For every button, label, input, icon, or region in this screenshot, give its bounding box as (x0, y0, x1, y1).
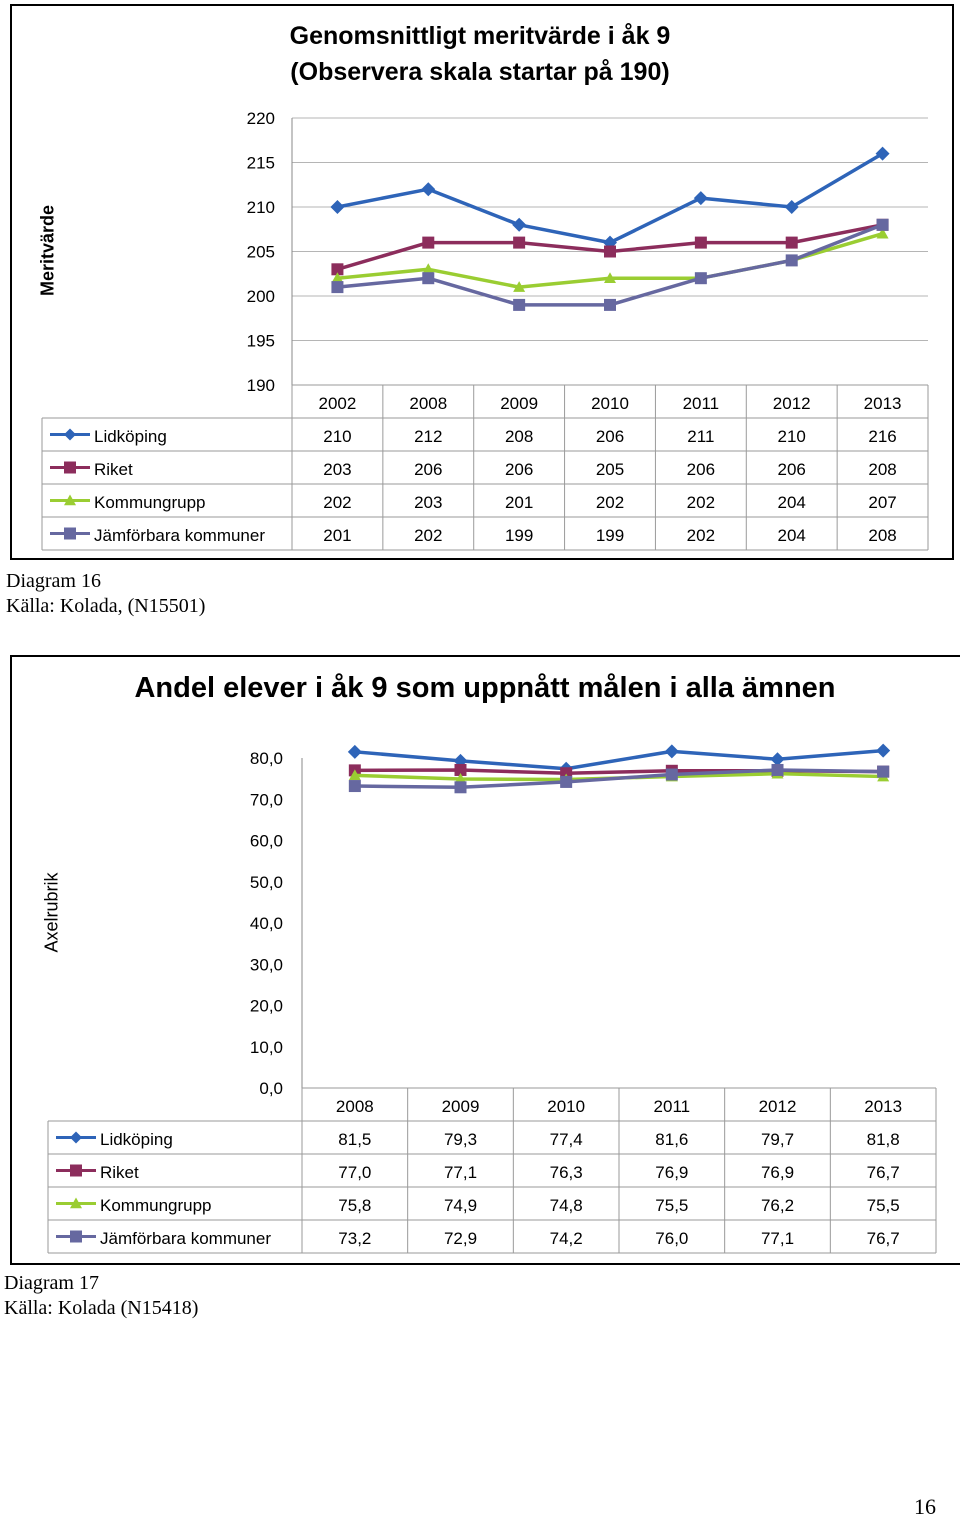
chart2-data-label: 76,2 (760, 1196, 795, 1215)
chart1-data-label: 206 (595, 427, 625, 446)
chart2-x-tick-label: 2011 (653, 1097, 691, 1116)
chart2-legend-label: Riket (100, 1163, 139, 1182)
chart1-x-tick-label: 2002 (318, 394, 357, 413)
chart2-legend-label: Jämförbara kommuner (100, 1229, 272, 1248)
diagram16-source: Källa: Kolada, (N15501) (6, 595, 206, 617)
chart2-x-tick-label: 2012 (758, 1097, 797, 1116)
diagram16-label: Diagram 16 (6, 570, 101, 592)
chart2-y-tick-label: 20,0 (249, 996, 283, 1016)
chart2-point (876, 744, 890, 758)
page-number: 16 (914, 1494, 936, 1519)
chart2-point (560, 776, 572, 788)
chart2-y-axis-label: Axelrubrik (41, 872, 62, 953)
chart1-y-tick-label: 200 (246, 287, 275, 306)
chart2-point (666, 769, 678, 781)
chart1-legend-label: Riket (94, 460, 133, 479)
chart2-data-label: 77,1 (443, 1163, 478, 1182)
chart1-y-tick-label: 190 (246, 376, 275, 395)
chart1-y-axis-label: Meritvärde (37, 204, 58, 297)
chart2-title: Andel elever i åk 9 som uppnått målen i alla ämnen (134, 672, 836, 704)
chart2-legend-label: Kommungrupp (100, 1196, 212, 1215)
chart1-data-label: 202 (595, 493, 625, 512)
chart2-data-label: 75,5 (655, 1196, 689, 1215)
chart2-y-tick-label: 30,0 (249, 955, 283, 975)
chart2-data-label: 79,7 (760, 1130, 795, 1149)
chart2-series-line (355, 751, 883, 769)
chart2-data-label: 76,7 (866, 1229, 900, 1248)
chart2-data-label: 74,9 (443, 1196, 478, 1215)
chart2-x-tick-label: 2008 (335, 1097, 374, 1116)
chart2-data-label: 76,0 (655, 1229, 689, 1248)
chart1-x-tick-label: 2011 (682, 394, 720, 413)
chart2-point (349, 780, 361, 792)
chart1-data-label: 211 (687, 427, 715, 446)
chart1-data-label: 203 (323, 460, 352, 479)
chart2-y-tick-label: 80,0 (249, 749, 283, 768)
chart2-y-tick-label: 0,0 (259, 1079, 283, 1098)
chart1-data-label: 204 (777, 493, 806, 512)
chart1-data-label: 201 (504, 493, 534, 512)
chart1-data-label: 206 (686, 460, 716, 479)
chart2-data-label: 81,8 (866, 1130, 900, 1149)
chart2-data-label: 76,3 (549, 1163, 583, 1182)
chart2-point (348, 745, 362, 759)
chart1-x-tick-label: 2012 (772, 394, 811, 413)
chart2-point (877, 766, 889, 778)
chart1-data-label: 206 (414, 460, 443, 479)
chart1-y-tick-label: 220 (246, 109, 275, 128)
chart1-data-label: 199 (595, 526, 625, 545)
chart1-legend-label: Kommungrupp (94, 493, 206, 512)
chart2-data-label: 81,5 (338, 1130, 372, 1149)
chart1-data-label: 203 (414, 493, 443, 512)
chart1-data-label: 204 (777, 526, 806, 545)
chart1-subtitle: (Observera skala startar på 190) (290, 58, 670, 86)
chart1-data-label: 205 (595, 460, 625, 479)
chart2-legend-marker (70, 1165, 82, 1177)
chart1-title: Genomsnittligt meritvärde i åk 9 (289, 22, 671, 50)
chart1-data-label: 208 (504, 427, 534, 446)
chart2-data-label: 77,1 (760, 1229, 795, 1248)
chart1-data-label: 206 (777, 460, 806, 479)
chart1-legend-label: Lidköping (94, 427, 167, 446)
chart2-data-label: 72,9 (443, 1229, 478, 1248)
chart2-data-label: 77,0 (338, 1163, 372, 1182)
chart2-legend-marker (70, 1231, 82, 1243)
chart2-y-tick-label: 50,0 (249, 872, 283, 892)
chart1-data-label: 210 (323, 427, 352, 446)
chart1-data-label: 202 (686, 526, 716, 545)
chart1-y-tick-label: 205 (246, 242, 275, 262)
chart2-x-tick-label: 2009 (441, 1097, 480, 1116)
chart1-legend-label: Jämförbara kommuner (94, 526, 266, 545)
chart1-data-label: 207 (868, 493, 897, 512)
chart2-x-tick-label: 2013 (864, 1097, 903, 1116)
chart1-data-label: 202 (686, 493, 716, 512)
chart2-y-tick-label: 40,0 (249, 914, 283, 933)
chart2-data-label: 75,8 (338, 1196, 372, 1215)
diagram17-source: Källa: Kolada (N15418) (4, 1297, 199, 1319)
chart1-x-tick-label: 2009 (500, 394, 539, 413)
chart1-y-tick-label: 210 (246, 198, 275, 217)
chart2-y-tick-label: 10,0 (249, 1037, 283, 1057)
chart1-data-label: 199 (504, 526, 534, 545)
chart1-x-tick-label: 2008 (409, 394, 448, 413)
chart2-data-label: 76,7 (866, 1163, 900, 1182)
diagram17-label: Diagram 17 (4, 1272, 99, 1294)
chart1-x-tick-label: 2013 (863, 394, 902, 413)
chart1-data-label: 216 (868, 427, 897, 446)
chart2-data-label: 77,4 (549, 1130, 583, 1149)
chart1-y-tick-label: 195 (246, 331, 275, 351)
chart1-data-label: 206 (504, 460, 534, 479)
chart1-x-tick-label: 2010 (591, 394, 629, 413)
chart2-y-tick-label: 60,0 (249, 831, 283, 851)
chart2-data-label: 76,9 (760, 1163, 795, 1182)
chart1-data-label: 208 (868, 460, 897, 479)
chart2-data-label: 81,6 (655, 1130, 689, 1149)
chart1-data-label: 201 (323, 526, 352, 545)
chart2-legend-marker (70, 1132, 82, 1144)
chart1-data-label: 210 (777, 427, 806, 446)
chart2-point (665, 744, 679, 758)
chart2-data-label: 74,2 (549, 1229, 583, 1248)
chart2-point (772, 764, 784, 776)
chart1-data-label: 202 (323, 493, 352, 512)
chart2-data-label: 73,2 (338, 1229, 372, 1248)
chart1-data-label: 212 (414, 427, 443, 446)
chart2-data-label: 75,5 (866, 1196, 900, 1215)
chart2-y-tick-label: 70,0 (249, 790, 283, 810)
chart2-legend-label: Lidköping (100, 1130, 173, 1149)
chart1-data-label: 202 (414, 526, 443, 545)
chart1-data-label: 208 (868, 526, 897, 545)
chart1-y-tick-label: 215 (246, 153, 275, 173)
chart2-x-tick-label: 2010 (547, 1097, 586, 1116)
chart2-data-label: 76,9 (655, 1163, 689, 1182)
chart2-point (455, 781, 467, 793)
chart2-data-label: 79,3 (443, 1130, 478, 1149)
chart2-data-label: 74,8 (549, 1196, 583, 1215)
